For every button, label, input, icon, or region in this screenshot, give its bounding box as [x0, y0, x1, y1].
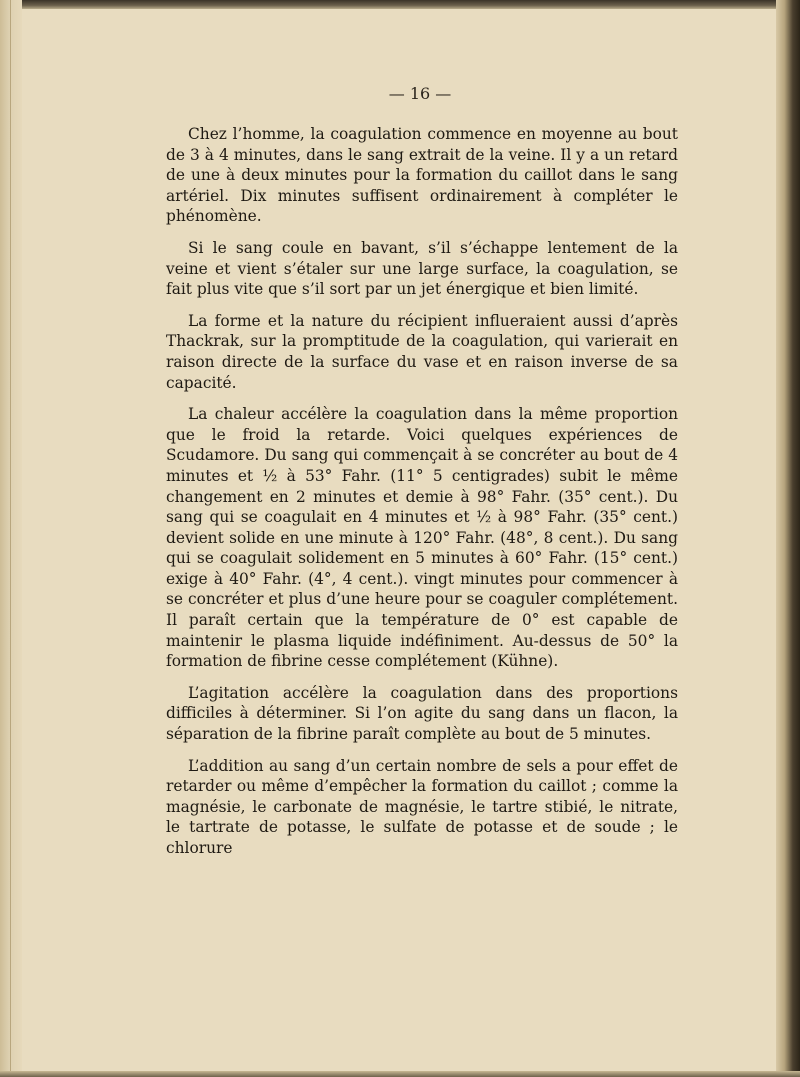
book-spine-shadow [776, 0, 800, 1077]
page-bottom-edge [0, 1071, 800, 1077]
paragraph: L’addition au sang d’un certain nombre de sels a pour effet de retarder ou même d’empêcher la formation du caillot ; comme la magnésie, le carbonate de magnésie, le tartre stibié, le nitrate, le tartrate de potasse, le sulfate de potasse et de soude ; le chlorure [166, 756, 678, 857]
body-text [166, 124, 678, 870]
paragraph: La forme et la nature du récipient influeraient aussi d’après Thackrak, sur la promptitude de la coagulation, qui varierait en raison directe de la surface du vase et en raison inverse de sa capacité. [166, 311, 678, 392]
page-number: — 16 — [388, 84, 452, 103]
paragraph: La chaleur accélère la coagulation dans la même proportion que le froid la retarde. Voici quelques expériences de Scudamore. Du sang qui commençait à se concréter au bout de 4 minutes et ½ à 53° Fahr. (11° 5 centigrades) subit le même changement en 2 minutes et demie à 98° Fahr. (35° cent.). Du sang qui se coagulait en 4 minutes et ½ à 98° Fahr. (35° cent.) devient solide en une minute à 120° Fahr. (48°, 8 cent.). Du sang qui se coagulait solidement en 5 minutes à 60° Fahr. (15° cent.) exige à 40° Fahr. (4°, 4 cent.). vingt minutes pour commencer à se concréter et plus d’une heure pour se coaguler complétement. Il paraît certain que la température de 0° est capable de maintenir le plasma liquide indéfiniment. Au-dessus de 50° la formation de fibrine cesse complétement (Kühne). [166, 405, 678, 671]
page-fold-line [10, 0, 11, 1077]
paragraph: Si le sang coule en bavant, s’il s’échappe lentement de la veine et vient s’étaler sur une large surface, la coagulation, se fait plus vite que s’il sort par un jet énergique et bien limité. [166, 238, 678, 299]
page-left-margin [0, 0, 22, 1077]
page-top-edge [0, 0, 800, 9]
paragraph: L’agitation accélère la coagulation dans des proportions difficiles à déterminer. Si l’on agite du sang dans un flacon, la séparation de la fibrine paraît complète au bout de 5 minutes. [166, 683, 678, 744]
paragraph: Chez l’homme, la coagulation commence en moyenne au bout de 3 à 4 minutes, dans le sang extrait de la veine. Il y a un retard de une à deux minutes pour la formation du caillot dans le sang artériel. Dix minutes suffisent ordinairement à compléter le phénomène. [166, 125, 678, 226]
